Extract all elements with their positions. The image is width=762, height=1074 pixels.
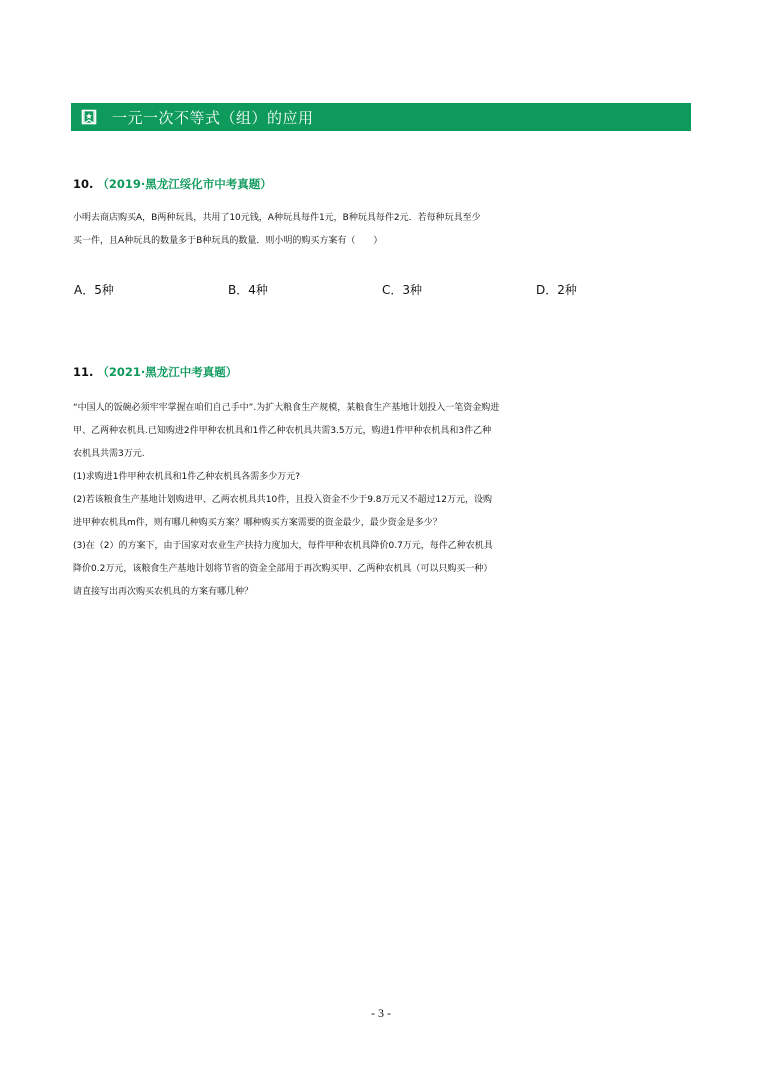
question-source: （2019·黑龙江绥化市中考真题）: [97, 177, 272, 191]
text-line: 降价0.2万元，该粮食生产基地计划将节省的资金全部用于再次购买甲、乙两种农机具（可以只购买一种）: [73, 564, 493, 574]
option-d: D．2种: [536, 283, 577, 297]
text-line: (3)在（2）的方案下，由于国家对农业生产扶持力度加大，每件甲种农机具降价0.7万元，每件乙种农机具: [73, 541, 493, 551]
bookmark-star-icon: [80, 108, 98, 126]
text-line: (1)求购进1件甲种农机具和1件乙种农机具各需多少万元?: [73, 472, 300, 482]
section-banner: [71, 103, 691, 131]
text-line: (2)若该粮食生产基地计划购进甲、乙两农机具共10件，且投入资金不少于9.8万元又不超过12万元，设购: [73, 495, 492, 505]
text-line: 小明去商店购买A，B两种玩具，共用了10元钱，A种玩具每件1元，B种玩具每件2元．若每种玩具至少: [73, 213, 481, 223]
question-number: 10.: [73, 177, 94, 191]
option-b: B．4种: [228, 283, 268, 297]
text-line: 请直接写出再次购买农机具的方案有哪几种？: [73, 587, 254, 597]
question-11-text: [73, 397, 693, 604]
question-10-header: [73, 176, 272, 192]
question-10-text: [73, 207, 693, 253]
option-c: C．3种: [382, 283, 423, 297]
question-number: 11.: [73, 365, 94, 379]
text-line: 农机具共需3万元.: [73, 449, 145, 459]
section-title: 一元一次不等式（组）的应用: [112, 108, 314, 127]
page-number: - 3 -: [371, 1006, 391, 1020]
question-11-header: [73, 364, 237, 380]
text-line: 甲、乙两种农机具.已知购进2件甲种农机具和1件乙种农机具共需3.5万元，购进1件甲种农机具和3件乙种: [73, 426, 492, 436]
text-line: 进甲种农机具m件，则有哪几种购买方案？哪种购买方案需要的资金最少，最少资金是多少？: [73, 518, 442, 528]
question-source: （2021·黑龙江中考真题）: [97, 365, 238, 379]
text-line: “中国人的饭碗必须牢牢掌握在咱们自己手中”.为扩大粮食生产规模，某粮食生产基地计划投入一笔资金购进: [73, 403, 500, 413]
text-line: 买一件，且A种玩具的数量多于B种玩具的数量．则小明的购买方案有（ ）: [73, 236, 383, 246]
option-a: A．5种: [74, 283, 114, 297]
